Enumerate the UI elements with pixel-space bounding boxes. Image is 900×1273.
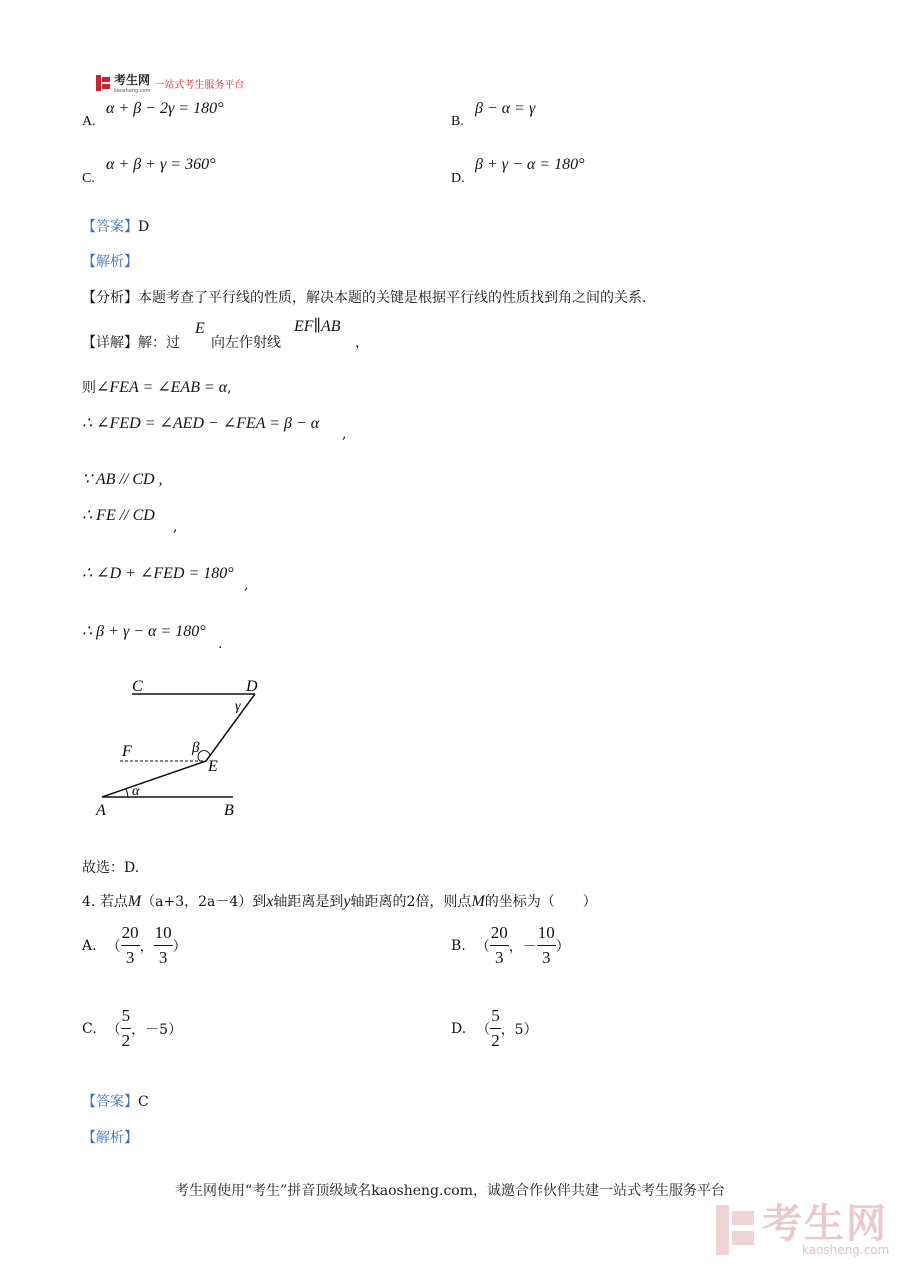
q4-option-b xyxy=(451,923,570,968)
q4-x: x xyxy=(266,893,274,910)
step-1-suffix: , xyxy=(227,380,232,396)
step-4-suffix: , xyxy=(173,519,178,535)
watermark-logo-icon xyxy=(716,1205,754,1255)
q3-option-b: β − α = γ xyxy=(475,100,536,117)
watermark xyxy=(716,1201,890,1257)
q4-b-open: （ xyxy=(475,938,490,955)
q4-a-letter: A. xyxy=(82,937,97,954)
q3-option-a: α + β − 2γ = 180° xyxy=(106,100,224,117)
fenxi-text: 本题考查了平行线的性质，解决本题的关键是根据平行线的性质找到角之间的关系. xyxy=(138,290,647,306)
q3-choose: 故选：D. xyxy=(82,860,140,876)
watermark-name: 考生网 xyxy=(762,1201,888,1247)
q4-m2: M xyxy=(471,893,485,910)
step-5: ∴ ∠D + ∠FED = 180° xyxy=(82,565,234,582)
step-4: ∴ FE // CD xyxy=(82,507,155,524)
q4-b-sep: ， xyxy=(508,938,523,955)
logo-icon xyxy=(96,75,110,91)
q4-d-letter: D. xyxy=(451,1020,467,1037)
q4-a-close: ） xyxy=(172,938,187,955)
q4-two: 2 xyxy=(406,894,416,910)
q4-m: M xyxy=(127,893,142,910)
q4-stem-1: 若点 xyxy=(99,894,128,910)
q4-number: 4. xyxy=(82,894,96,910)
answer-value: D xyxy=(138,219,150,235)
q4-a-frac2: $\frac{10}{3}$ xyxy=(154,923,172,967)
step-6-suffix: . xyxy=(218,636,223,652)
q4-stem xyxy=(82,891,597,911)
q4-a-open: （ xyxy=(106,938,121,955)
detail-text1: 解：过 xyxy=(138,335,180,351)
label-e: E xyxy=(208,758,218,775)
label-gamma: γ xyxy=(235,699,241,714)
label-b: B xyxy=(224,802,234,819)
q3-option-c: α + β + γ = 360° xyxy=(106,156,216,173)
q4-b-sign2: － xyxy=(522,938,537,955)
label-c: C xyxy=(132,678,143,695)
label-d: D xyxy=(246,678,258,695)
q3-option-b-letter: B. xyxy=(451,114,464,129)
q4-stem-5: 倍，则点 xyxy=(415,894,472,910)
q4-b-close: ） xyxy=(555,938,570,955)
header-logo xyxy=(96,72,244,94)
answer-label: 【答案】 xyxy=(82,219,138,235)
segment-ea xyxy=(102,761,206,797)
q4-stem-2: 到 xyxy=(252,894,267,910)
label-alpha: α xyxy=(132,784,140,799)
q4-analysis-label: 【解析】 xyxy=(82,1130,138,1146)
q4-c-frac: $\frac{5}{2}$ xyxy=(121,1006,131,1050)
q4-stem-4: 轴距离的 xyxy=(350,894,407,910)
q4-y: y xyxy=(343,893,351,910)
detail-ray: EF∥AB xyxy=(294,318,341,335)
step-6: ∴ β + γ − α = 180° xyxy=(82,623,206,640)
q3-detail xyxy=(82,332,180,352)
q4-d-open: （ xyxy=(476,1021,491,1038)
geometry-figure xyxy=(90,672,270,824)
q3-option-c-letter: C. xyxy=(82,171,95,186)
label-f: F xyxy=(122,743,132,760)
q4-answer-value: C xyxy=(138,1094,149,1110)
q4-option-d xyxy=(451,1006,538,1051)
logo-slogan: 一站式考生服务平台 xyxy=(154,79,245,91)
logo-text: 考生网 kaosheng.com xyxy=(114,73,151,94)
q4-c-open: （ xyxy=(106,1021,121,1038)
q4-option-a xyxy=(82,923,187,968)
angle-alpha-arc xyxy=(126,789,128,797)
q4-b-letter: B. xyxy=(451,937,466,954)
detail-point-e: E xyxy=(195,320,205,337)
q4-d-frac: $\frac{5}{2}$ xyxy=(491,1006,500,1050)
q3-answer xyxy=(82,216,149,236)
q4-b-frac1: $\frac{20}{3}$ xyxy=(490,923,508,967)
fenxi-label: 【分析】 xyxy=(82,290,138,306)
step-5-suffix: , xyxy=(244,577,249,593)
q4-b-frac2: $\frac{10}{3}$ xyxy=(537,923,555,967)
q4-answer xyxy=(82,1091,149,1111)
step-3: ∵ AB // CD , xyxy=(82,471,163,488)
label-a: A xyxy=(96,802,106,819)
q4-a-sep: ， xyxy=(139,938,154,955)
q4-option-c xyxy=(82,1006,182,1051)
q3-analysis-label: 【解析】 xyxy=(82,254,138,270)
label-beta: β xyxy=(192,740,200,756)
q4-stem-3: 轴距离是到 xyxy=(273,894,344,910)
step-2-suffix: , xyxy=(342,426,347,442)
q4-answer-label: 【答案】 xyxy=(82,1094,138,1110)
q4-c-letter: C. xyxy=(82,1020,97,1037)
q3-fenxi xyxy=(82,287,646,307)
q3-option-a-letter: A. xyxy=(82,114,96,129)
watermark-domain: kaosheng.com xyxy=(802,1243,890,1257)
segment-de xyxy=(206,694,255,761)
detail-label: 【详解】 xyxy=(82,335,138,351)
q4-stem-6: 的坐标为（ ） xyxy=(484,894,597,910)
step-1-prefix: 则 xyxy=(82,380,96,396)
q4-coords: （a+3，2a－4） xyxy=(141,894,253,910)
q4-a-frac1: $\frac{20}{3}$ xyxy=(121,923,139,967)
step-1 xyxy=(82,377,232,397)
detail-text2: 向左作射线 xyxy=(211,335,281,351)
step-1-expr: ∠FEA = ∠EAB = α xyxy=(96,379,228,396)
q4-c-rest: ，－5） xyxy=(131,1021,183,1038)
step-2: ∴ ∠FED = ∠AED − ∠FEA = β − α xyxy=(82,415,320,432)
q3-option-d: β + γ − α = 180° xyxy=(475,156,585,173)
q3-option-d-letter: D. xyxy=(451,171,465,186)
q4-d-rest: ，5） xyxy=(500,1021,538,1038)
page-footer: 考生网使用“考生”拼音顶级域名kaosheng.com，诚邀合作伙伴共建一站式考生服务平台 xyxy=(174,1183,726,1199)
detail-comma: ， xyxy=(355,335,369,351)
